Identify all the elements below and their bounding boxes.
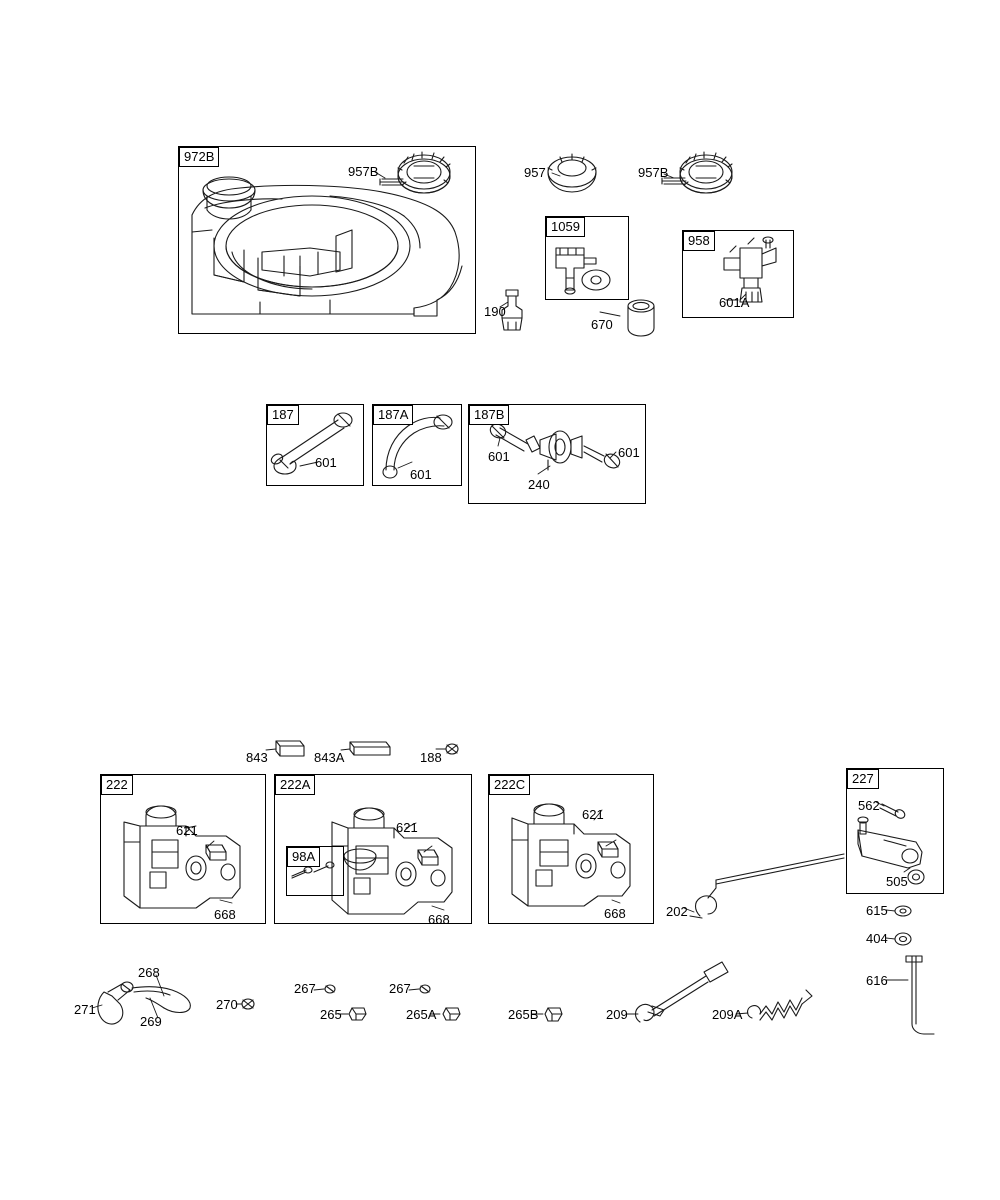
- callout-404: 404: [866, 931, 888, 946]
- part-843A: [350, 742, 390, 755]
- callout-267-left: 267: [294, 981, 316, 996]
- group-label-958: 958: [683, 231, 715, 251]
- group-box-222: [100, 774, 266, 924]
- clip-265B: [545, 1008, 562, 1021]
- screw-267-right: [420, 985, 430, 993]
- group-label-972B: 972B: [179, 147, 219, 167]
- screw-270: [242, 999, 254, 1009]
- callout-265: 265: [320, 1007, 342, 1022]
- callout-267-right: 267: [389, 981, 411, 996]
- group-label-227: 227: [847, 769, 879, 789]
- callout-615: 615: [866, 903, 888, 918]
- fuel-cap-957: [548, 154, 596, 192]
- callout-505: 505: [886, 874, 908, 889]
- group-label-98A: 98A: [287, 847, 320, 867]
- callout-601-187a: 601: [410, 467, 432, 482]
- callout-601-187: 601: [315, 455, 337, 470]
- washer-404: [895, 933, 911, 945]
- group-label-187B: 187B: [469, 405, 509, 425]
- callout-265A: 265A: [406, 1007, 437, 1022]
- callout-668-222c: 668: [604, 906, 626, 921]
- group-box-972B: [178, 146, 476, 334]
- callout-240: 240: [528, 477, 550, 492]
- callout-202: 202: [666, 904, 688, 919]
- governor-link-202: [690, 854, 844, 918]
- spring-209A: [748, 990, 813, 1020]
- control-rod-616: [906, 956, 934, 1034]
- callout-209: 209: [606, 1007, 628, 1022]
- callout-269: 269: [140, 1014, 162, 1029]
- callout-265B: 265B: [508, 1007, 539, 1022]
- callout-268: 268: [138, 965, 160, 980]
- callout-621-222a: 621: [396, 820, 418, 835]
- callout-601A: 601A: [719, 295, 750, 310]
- callout-209A: 209A: [712, 1007, 743, 1022]
- callout-621-222: 621: [176, 823, 198, 838]
- callout-843: 843: [246, 750, 268, 765]
- group-label-187: 187: [267, 405, 299, 425]
- callout-843A: 843A: [314, 750, 345, 765]
- group-label-222C: 222C: [489, 775, 530, 795]
- screw-267-left: [325, 985, 335, 993]
- group-label-187A: 187A: [373, 405, 413, 425]
- group-box-222C: [488, 774, 654, 924]
- callout-957B-right: 957B: [638, 165, 669, 180]
- callout-668-222a: 668: [428, 912, 450, 927]
- part-843: [276, 741, 304, 756]
- group-label-222A: 222A: [275, 775, 315, 795]
- callout-957: 957: [524, 165, 546, 180]
- callout-601-187b-right: 601: [618, 445, 640, 460]
- callout-601-187b-left: 601: [488, 449, 510, 464]
- bushing-670: [628, 300, 654, 336]
- clip-265A: [443, 1008, 460, 1020]
- callout-188: 188: [420, 750, 442, 765]
- washer-615: [895, 906, 911, 916]
- callout-670: 670: [591, 317, 613, 332]
- callout-190: 190: [484, 304, 506, 319]
- fuel-cap-957B-right: [680, 152, 732, 193]
- callout-270: 270: [216, 997, 238, 1012]
- group-label-1059: 1059: [546, 217, 585, 237]
- callout-562: 562: [858, 798, 880, 813]
- callout-957B-top: 957B: [348, 164, 379, 179]
- callout-616: 616: [866, 973, 888, 988]
- callout-668-222: 668: [214, 907, 236, 922]
- clip-265: [349, 1008, 366, 1020]
- screw-188: [446, 744, 458, 754]
- callout-621-222c: 621: [582, 807, 604, 822]
- callout-271: 271: [74, 1002, 96, 1017]
- group-label-222: 222: [101, 775, 133, 795]
